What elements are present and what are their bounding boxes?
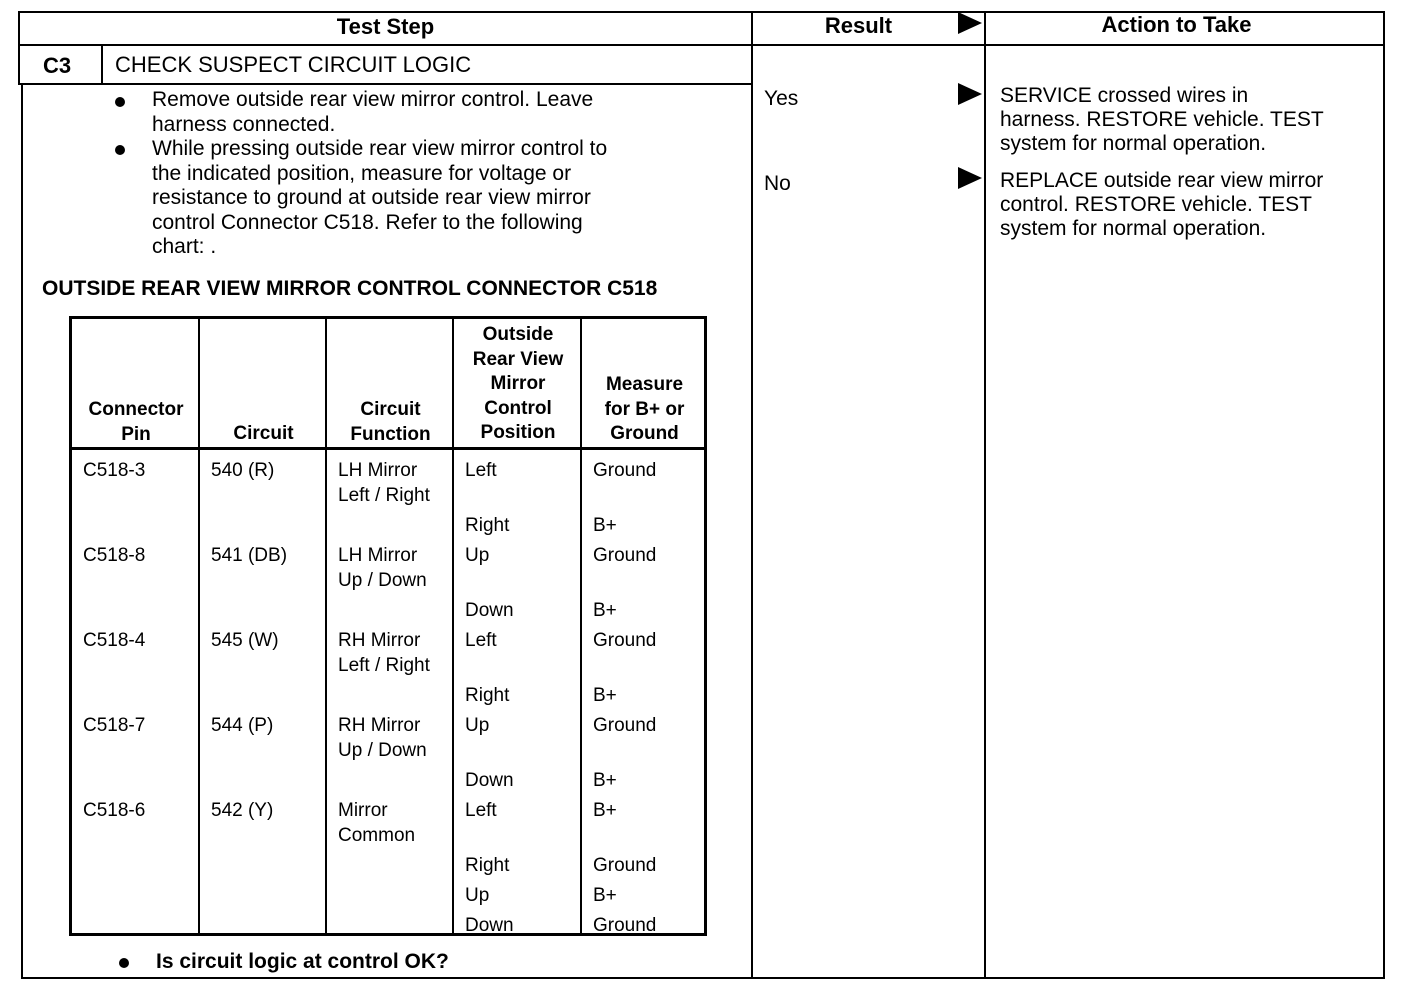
step-id: C3 [43, 53, 72, 78]
cell-position: Right [465, 515, 510, 536]
cell-measure: B+ [593, 885, 617, 906]
header-action: Action to Take [1101, 12, 1252, 37]
result-arrow-icon [958, 12, 982, 34]
bottom-rule [21, 977, 1385, 979]
cell-position: Right [465, 855, 510, 876]
cell-measure: B+ [593, 800, 617, 821]
action-line: control. RESTORE vehicle. TEST [1000, 193, 1312, 216]
cell-measure: B+ [593, 600, 617, 621]
result-no: No [764, 172, 791, 195]
cell-position: Down [465, 770, 514, 791]
action-line: SERVICE crossed wires in [1000, 84, 1249, 107]
action-line: harness. RESTORE vehicle. TEST [1000, 108, 1324, 131]
connector-table [69, 316, 707, 936]
header-test-step: Test Step [336, 14, 435, 39]
cell-position: Up [465, 715, 490, 736]
cell-measure: Ground [593, 715, 657, 736]
cell-measure: Ground [593, 630, 657, 651]
action-line: system for normal operation. [1000, 217, 1267, 240]
cell-circuit-function: LH Mirror Up / Down [338, 545, 427, 591]
cell-connector-pin: C518-8 [83, 545, 146, 566]
bullet-icon [119, 958, 129, 968]
action-line: system for normal operation. [1000, 132, 1267, 155]
instruction-line: While pressing outside rear view mirror control to [152, 137, 608, 160]
cell-measure: Ground [593, 545, 657, 566]
cell-circuit-function: RH Mirror Up / Down [338, 715, 427, 761]
th-connector-pin: Connector Pin [88, 399, 184, 445]
action-yes [1000, 84, 1324, 156]
cell-measure: Ground [593, 855, 657, 876]
question: Is circuit logic at control OK? [156, 950, 449, 973]
th-circuit-function: Circuit Function [350, 399, 431, 445]
table-header-rule [72, 447, 704, 450]
cell-position: Up [465, 545, 490, 566]
cell-measure: B+ [593, 685, 617, 706]
cell-circuit: 544 (P) [211, 715, 274, 736]
cell-position: Down [465, 600, 514, 621]
th-circuit: Circuit [233, 423, 294, 444]
cell-circuit: 540 (R) [211, 460, 275, 481]
cell-position: Up [465, 885, 490, 906]
cell-circuit-function: LH Mirror Left / Right [338, 460, 430, 506]
header-result: Result [824, 13, 893, 38]
action-divider [984, 11, 986, 979]
cell-measure: Ground [593, 460, 657, 481]
chart-title: OUTSIDE REAR VIEW MIRROR CONTROL CONNECTOR C518 [42, 277, 658, 300]
cell-position: Left [465, 800, 497, 821]
cell-circuit-function: RH Mirror Left / Right [338, 630, 430, 676]
result-yes: Yes [764, 87, 799, 110]
instruction-line: the indicated position, measure for voltage or [152, 161, 572, 185]
cell-connector-pin: C518-6 [83, 800, 146, 821]
cell-measure: Ground [593, 915, 657, 936]
yes-arrow-icon [958, 83, 982, 105]
result-divider [751, 11, 753, 979]
cell-connector-pin: C518-4 [83, 630, 146, 651]
cell-connector-pin: C518-3 [83, 460, 146, 481]
instruction-line: Remove outside rear view mirror control. Leave [152, 88, 594, 111]
header-rule [18, 44, 1385, 46]
th-control-position: Outside Rear View Mirror Control Position [472, 324, 564, 443]
action-no [1000, 169, 1323, 241]
instruction-remove [152, 88, 593, 137]
step-id-divider [101, 44, 103, 85]
cell-position: Right [465, 685, 510, 706]
cell-measure: B+ [593, 770, 617, 791]
cell-circuit: 541 (DB) [211, 545, 288, 566]
cell-position: Down [465, 915, 514, 936]
instruction-line: chart: . [152, 235, 217, 258]
right-border [1383, 11, 1385, 979]
cell-position: Left [465, 460, 497, 481]
cell-circuit: 542 (Y) [211, 800, 274, 821]
bullet-icon [115, 97, 125, 107]
no-arrow-icon [958, 167, 982, 189]
cell-position: Left [465, 630, 497, 651]
cell-circuit: 545 (W) [211, 630, 279, 651]
action-line: REPLACE outside rear view mirror [1000, 169, 1324, 192]
instruction-measure [152, 137, 607, 260]
instruction-line: control Connector C518. Refer to the following [152, 210, 583, 234]
th-measure: Measure for B+ or Ground [604, 374, 685, 444]
step-title: CHECK SUSPECT CIRCUIT LOGIC [115, 52, 472, 77]
step-title-rule [18, 83, 752, 85]
bullet-icon [115, 145, 125, 155]
cell-circuit-function: Mirror Common [338, 800, 416, 846]
instruction-line: harness connected. [152, 112, 336, 136]
instruction-line: resistance to ground at outside rear view mirror [152, 186, 591, 209]
cell-measure: B+ [593, 515, 617, 536]
cell-connector-pin: C518-7 [83, 715, 146, 736]
left-border-lower [21, 83, 23, 979]
